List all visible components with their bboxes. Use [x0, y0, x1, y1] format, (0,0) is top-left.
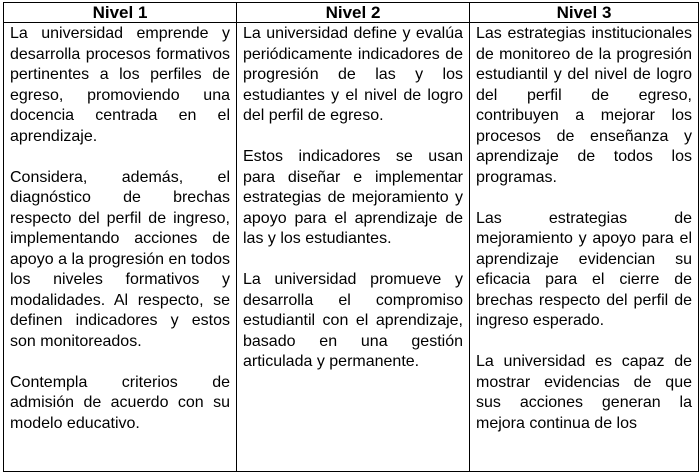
nivel-1-paragraph-2: Considera, además, el diagnóstico de brechas respecto del perfil de ingreso, implementando acciones de apoyo a la progresión en todos los niveles formativos y modalidades. Al respecto, se definen indicadores y estos son monitoreados. [10, 168, 230, 350]
nivel-2-paragraph-1: La universidad define y evalúa periódicamente indicadores de progresión de las y los estudiantes y el nivel de logro del perfil de egreso. [243, 25, 463, 124]
nivel-2-paragraph-3: La universidad promueve y desarrolla el compromiso estudiantil con el aprendizaje, basado en una gestión articulada y permanente. [243, 271, 463, 370]
rubric-table [3, 2, 699, 472]
nivel-3-cell [470, 23, 699, 472]
nivel-3-paragraph-3: La universidad es capaz de mostrar evidencias de que sus acciones generan la mejora continua de los [476, 353, 692, 432]
header-row [4, 3, 699, 23]
nivel-3-paragraph-1: Las estrategias institucionales de monitoreo de la progresión estudiantil y del nivel de logro del perfil de egreso, contribuyen a mejorar los procesos de enseñanza y aprendizaje de todos los programas. [476, 25, 692, 186]
header-nivel-2: Nivel 2 [237, 3, 470, 23]
nivel-3-paragraph-2: Las estrategias de mejoramiento y apoyo para el aprendizaje evidencian su eficacia para el cierre de brechas respecto del perfil de ingreso esperado. [476, 209, 692, 329]
nivel-1-paragraph-1: La universidad emprende y desarrolla procesos formativos pertinentes a los perfiles de egreso, promoviendo una docencia centrada en el aprendizaje. [10, 25, 230, 145]
nivel-2-paragraph-2: Estos indicadores se usan para diseñar e implementar estrategias de mejoramiento y apoyo para el aprendizaje de las y los estudiantes. [243, 148, 463, 247]
nivel-2-cell [237, 23, 470, 472]
nivel-1-cell [4, 23, 237, 472]
header-nivel-3: Nivel 3 [470, 3, 699, 23]
nivel-1-paragraph-3: Contempla criterios de admisión de acuerdo con su modelo educativo. [10, 373, 230, 432]
content-row [4, 23, 699, 472]
header-nivel-1: Nivel 1 [4, 3, 237, 23]
